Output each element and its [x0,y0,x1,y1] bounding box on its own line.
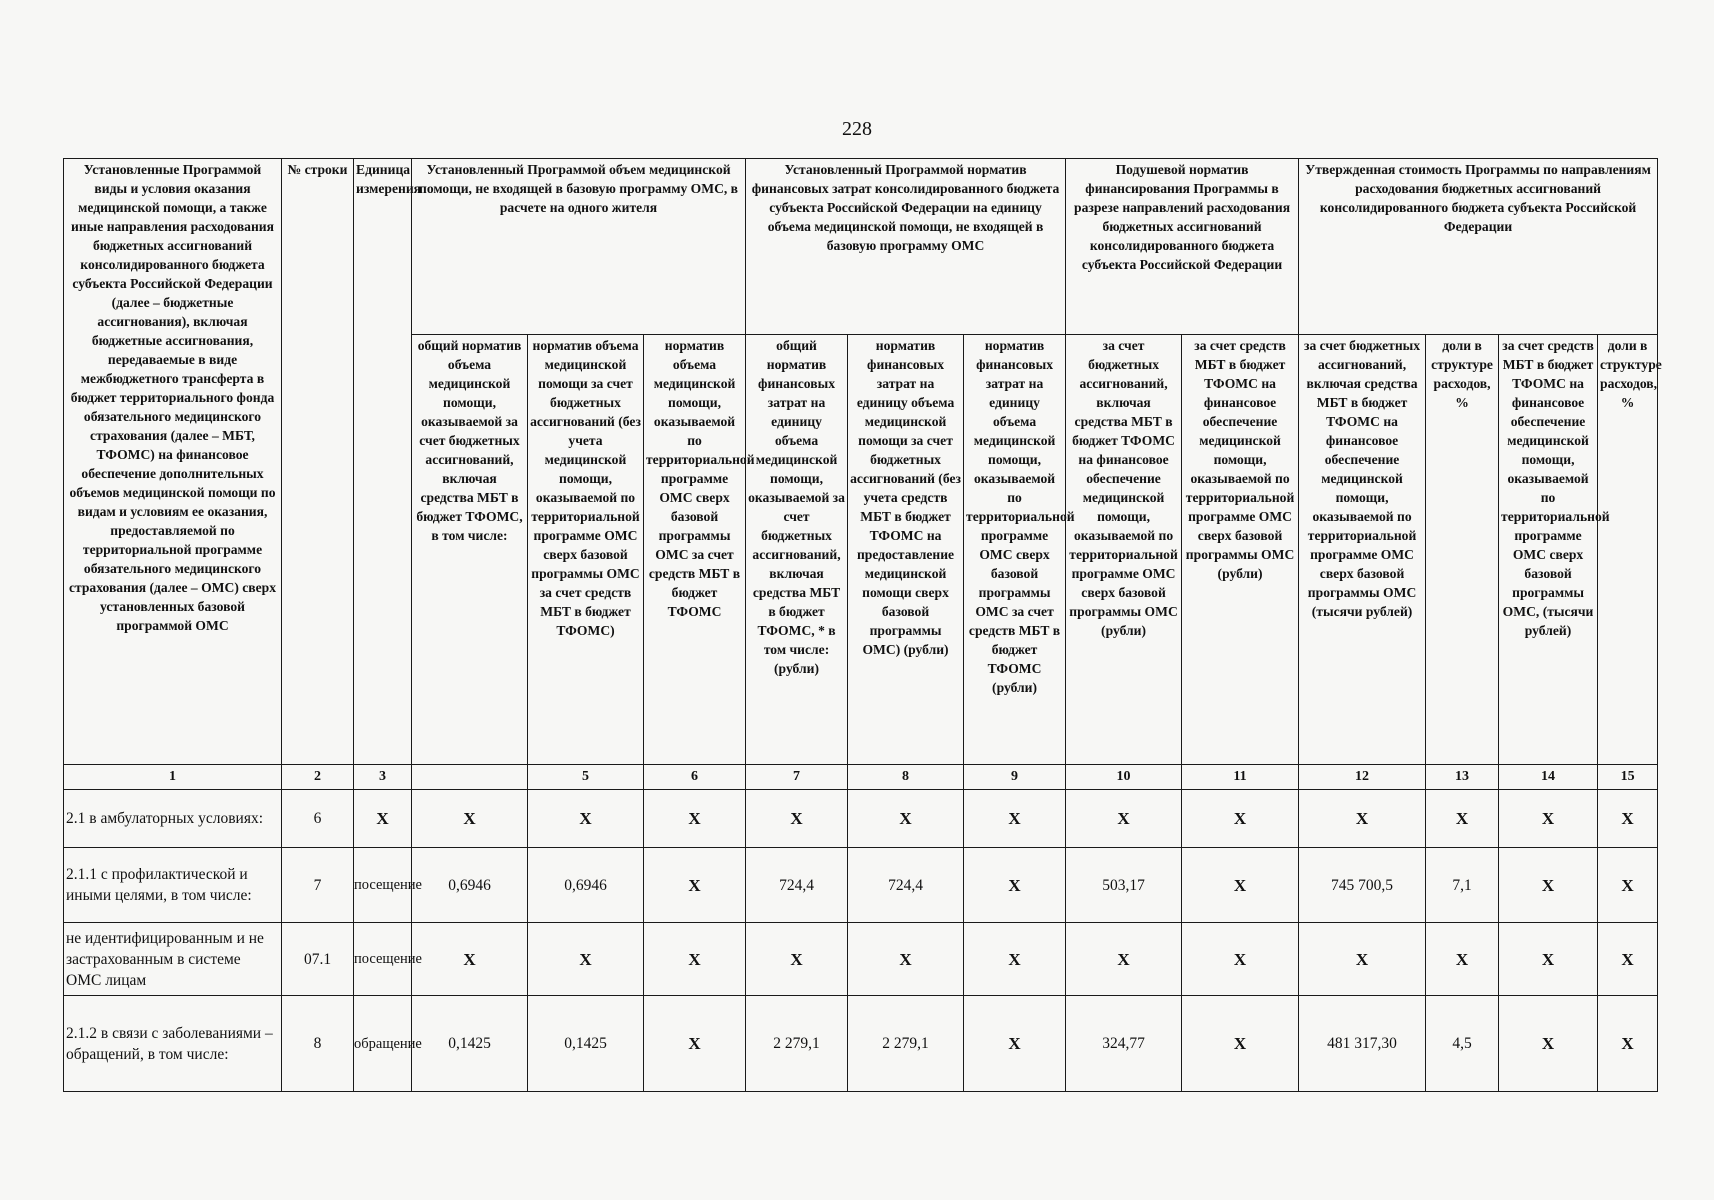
column-number: 13 [1426,765,1499,790]
cell-c15: X [1598,996,1658,1092]
header-group-volume: Установленный Программой объем медицинской помощи, не входящей в базовую программу ОМС, в расчете на одного жителя [412,159,746,335]
row-unit: обращение [354,996,412,1092]
cell-c13: X [1426,923,1499,996]
cell-c10: 324,77 [1066,996,1182,1092]
header-sub-5: норматив объема медицинской помощи за счет бюджетных ассигнований (без учета медицинской помощи, оказываемой по территориальной программе ОМС сверх базовой программы ОМС за счет средств МБТ в бюджет ТФОМС) [528,335,644,765]
row-label: 2.1.2 в связи с заболеваниями – обращений, в том числе: [64,996,282,1092]
cell-c5: X [528,790,644,848]
cell-c5: X [528,923,644,996]
cell-c5: 0,6946 [528,848,644,923]
column-number: 10 [1066,765,1182,790]
header-sub-9: норматив финансовых затрат на единицу объема медицинской помощи, оказываемой по территориальной программе ОМС сверх базовой программы ОМС за счет средств МБТ в бюджет ТФОМС (рубли) [964,335,1066,765]
header-group-percapita: Подушевой норматив финансирования Программы в разрезе направлений расходования бюджетных ассигнований консолидированного бюджета субъекта Российской Федерации [1066,159,1299,335]
table-row [64,790,1658,848]
cell-c14: X [1499,790,1598,848]
cell-c5: 0,1425 [528,996,644,1092]
cell-c6: X [644,790,746,848]
row-label: не идентифицированным и не застрахованным в системе ОМС лицам [64,923,282,996]
cell-c11: X [1182,790,1299,848]
header-sub-7: общий норматив финансовых затрат на единицу объема медицинской помощи, оказываемой за счет бюджетных ассигнований, включая средства МБТ в бюджет ТФОМС, * в том числе: (рубли) [746,335,848,765]
cell-c9: X [964,996,1066,1092]
cell-c14: X [1499,848,1598,923]
cell-c4: X [412,923,528,996]
column-number: 5 [528,765,644,790]
header-sub-11: за счет средств МБТ в бюджет ТФОМС на финансовое обеспечение медицинской помощи, оказываемой по территориальной программе ОМС сверх базовой программы ОМС (рубли) [1182,335,1299,765]
cell-c9: X [964,923,1066,996]
header-sub-10: за счет бюджетных ассигнований, включая средства МБТ в бюджет ТФОМС на финансовое обеспечение медицинской помощи, оказываемой по территориальной программе ОМС сверх базовой программы ОМС (рубли) [1066,335,1182,765]
cell-c7: 2 279,1 [746,996,848,1092]
column-number: 14 [1499,765,1598,790]
cell-c13: 4,5 [1426,996,1499,1092]
header-sub-14: за счет средств МБТ в бюджет ТФОМС на финансовое обеспечение медицинской помощи, оказываемой по территориальной программе ОМС сверх базовой программы ОМС, (тысячи рублей) [1499,335,1598,765]
cell-c6: X [644,923,746,996]
cell-c9: X [964,848,1066,923]
cell-c12: X [1299,923,1426,996]
cell-c9: X [964,790,1066,848]
cell-c4: 0,1425 [412,996,528,1092]
page-number: 228 [842,118,872,140]
cell-c6: X [644,848,746,923]
cell-c15: X [1598,848,1658,923]
cell-c10: X [1066,923,1182,996]
row-line-number: 6 [282,790,354,848]
row-unit: посещение [354,848,412,923]
cell-c12: X [1299,790,1426,848]
row-line-number: 8 [282,996,354,1092]
cell-c15: X [1598,790,1658,848]
cell-c13: 7,1 [1426,848,1499,923]
row-label: 2.1.1 с профилактической и иными целями, в том числе: [64,848,282,923]
cell-c13: X [1426,790,1499,848]
header-col-2: № строки [282,159,354,765]
cell-c4: X [412,790,528,848]
header-col-1: Установленные Программой виды и условия оказания медицинской помощи, а также иные направления расходования бюджетных ассигнований консолидированного бюджета субъекта Российской Федерации (далее – бюджетные ассигнования), включая бюджетные ассигнования, передаваемые в виде межбюджетного трансферта в бюджет территориального фонда обязательного медицинского страхования (далее – МБТ, ТФОМС) на финансовое обеспечение дополнительных объемов медицинской помощи по видам и условиям ее оказания, предоставляемой по территориальной программе обязательного медицинского страхования (далее – ОМС) сверх установленных базовой программой ОМС [64,159,282,765]
header-group-norm: Установленный Программой норматив финансовых затрат консолидированного бюджета субъекта Российской Федерации на единицу объема медицинской помощи, не входящей в базовую программу ОМС [746,159,1066,335]
cell-c7: X [746,790,848,848]
header-group-cost: Утвержденная стоимость Программы по направлениям расходования бюджетных ассигнований консолидированного бюджета субъекта Российской Федерации [1299,159,1658,335]
row-unit: X [354,790,412,848]
row-line-number: 7 [282,848,354,923]
column-number: 8 [848,765,964,790]
cell-c11: X [1182,923,1299,996]
column-number: 6 [644,765,746,790]
cell-c8: 2 279,1 [848,996,964,1092]
row-label: 2.1 в амбулаторных условиях: [64,790,282,848]
header-sub-12: за счет бюджетных ассигнований, включая средства МБТ в бюджет ТФОМС на финансовое обеспечение медицинской помощи, оказываемой по территориальной программе ОМС сверх базовой программы ОМС (тысячи рублей) [1299,335,1426,765]
cell-c8: X [848,923,964,996]
cell-c8: 724,4 [848,848,964,923]
table-row [64,848,1658,923]
header-sub-6: норматив объема медицинской помощи, оказываемой по территориальной программе ОМС сверх базовой программы ОМС за счет средств МБТ в бюджет ТФОМС [644,335,746,765]
column-number: 7 [746,765,848,790]
cell-c8: X [848,790,964,848]
header-sub-8: норматив финансовых затрат на единицу объема медицинской помощи за счет бюджетных ассигнований (без учета средств МБТ в бюджет ТФОМС на предоставление медицинской помощи сверх базовой программы ОМС) (рубли) [848,335,964,765]
column-number: 11 [1182,765,1299,790]
program-cost-table [63,158,1662,1092]
header-sub-15: доли в структуре расходов, % [1598,335,1658,765]
cell-c6: X [644,996,746,1092]
table-row [64,923,1658,996]
header-sub-4: общий норматив объема медицинской помощи, оказываемой за счет бюджетных ассигнований, включая средства МБТ в бюджет ТФОМС, в том числе: [412,335,528,765]
cell-c15: X [1598,923,1658,996]
column-number-row [64,765,1658,790]
cell-c11: X [1182,996,1299,1092]
cell-c10: 503,17 [1066,848,1182,923]
header-col-3: Единица измерения [354,159,412,765]
column-number: 15 [1598,765,1658,790]
cell-c12: 481 317,30 [1299,996,1426,1092]
column-number [412,765,528,790]
column-number: 3 [354,765,412,790]
cell-c14: X [1499,923,1598,996]
column-number: 9 [964,765,1066,790]
cell-c10: X [1066,790,1182,848]
row-unit: посещение [354,923,412,996]
cell-c11: X [1182,848,1299,923]
header-sub-13: доли в структуре расходов, % [1426,335,1499,765]
cell-c4: 0,6946 [412,848,528,923]
row-line-number: 07.1 [282,923,354,996]
column-number: 1 [64,765,282,790]
column-number: 2 [282,765,354,790]
cell-c12: 745 700,5 [1299,848,1426,923]
column-number: 12 [1299,765,1426,790]
table-row [64,996,1658,1092]
cell-c7: X [746,923,848,996]
cell-c7: 724,4 [746,848,848,923]
cell-c14: X [1499,996,1598,1092]
